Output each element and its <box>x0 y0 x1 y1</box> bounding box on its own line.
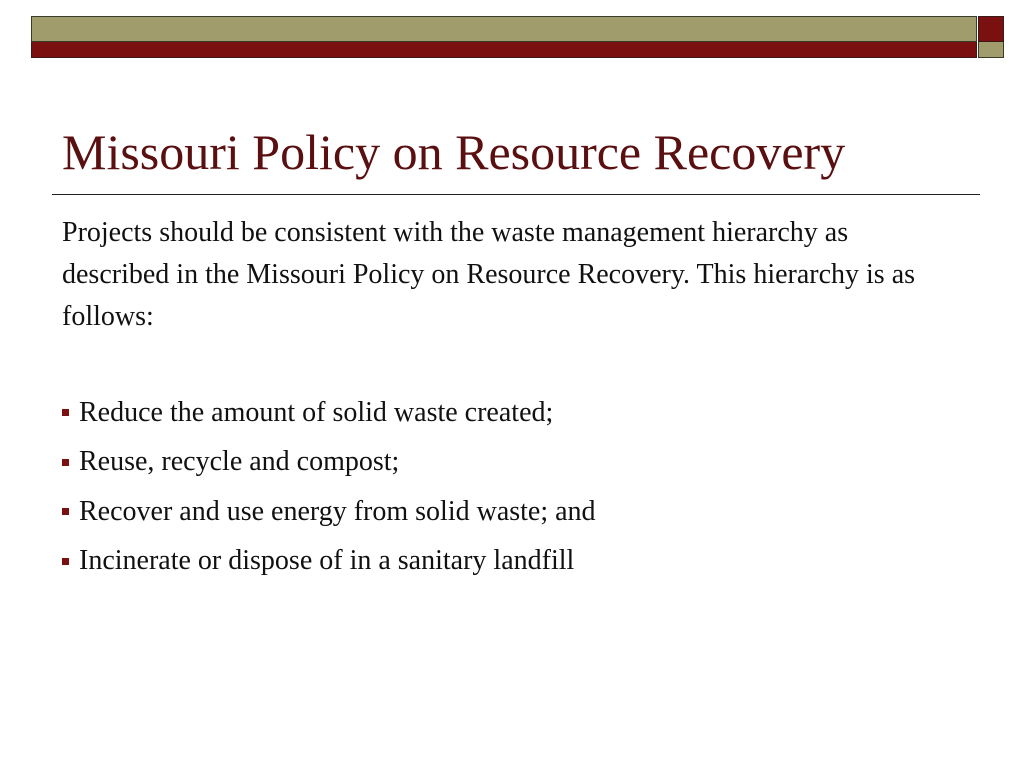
list-item-text: Incinerate or dispose of in a sanitary landfill <box>79 545 575 577</box>
list-item-text: Reduce the amount of solid waste created; <box>79 396 554 428</box>
header-band-olive <box>31 16 977 42</box>
square-bullet-icon <box>62 459 69 466</box>
hierarchy-list <box>62 388 596 586</box>
title-divider <box>52 194 980 195</box>
list-item <box>62 388 596 438</box>
list-item-text: Reuse, recycle and compost; <box>79 446 400 478</box>
intro-paragraph: Projects should be consistent with the waste management hierarchy as described in the Missouri Policy on Resource Recovery. This hierarchy is as follows: <box>62 217 916 332</box>
list-item <box>62 487 596 537</box>
header-band-maroon <box>31 42 977 58</box>
list-item <box>62 438 596 488</box>
header-corner-olive <box>978 42 1004 58</box>
header-corner-maroon <box>978 16 1004 42</box>
square-bullet-icon <box>62 409 69 416</box>
square-bullet-icon <box>62 508 69 515</box>
square-bullet-icon <box>62 558 69 565</box>
list-item <box>62 537 596 587</box>
list-item-text: Recover and use energy from solid waste; and <box>79 495 596 527</box>
slide-title: Missouri Policy on Resource Recovery <box>62 124 846 180</box>
